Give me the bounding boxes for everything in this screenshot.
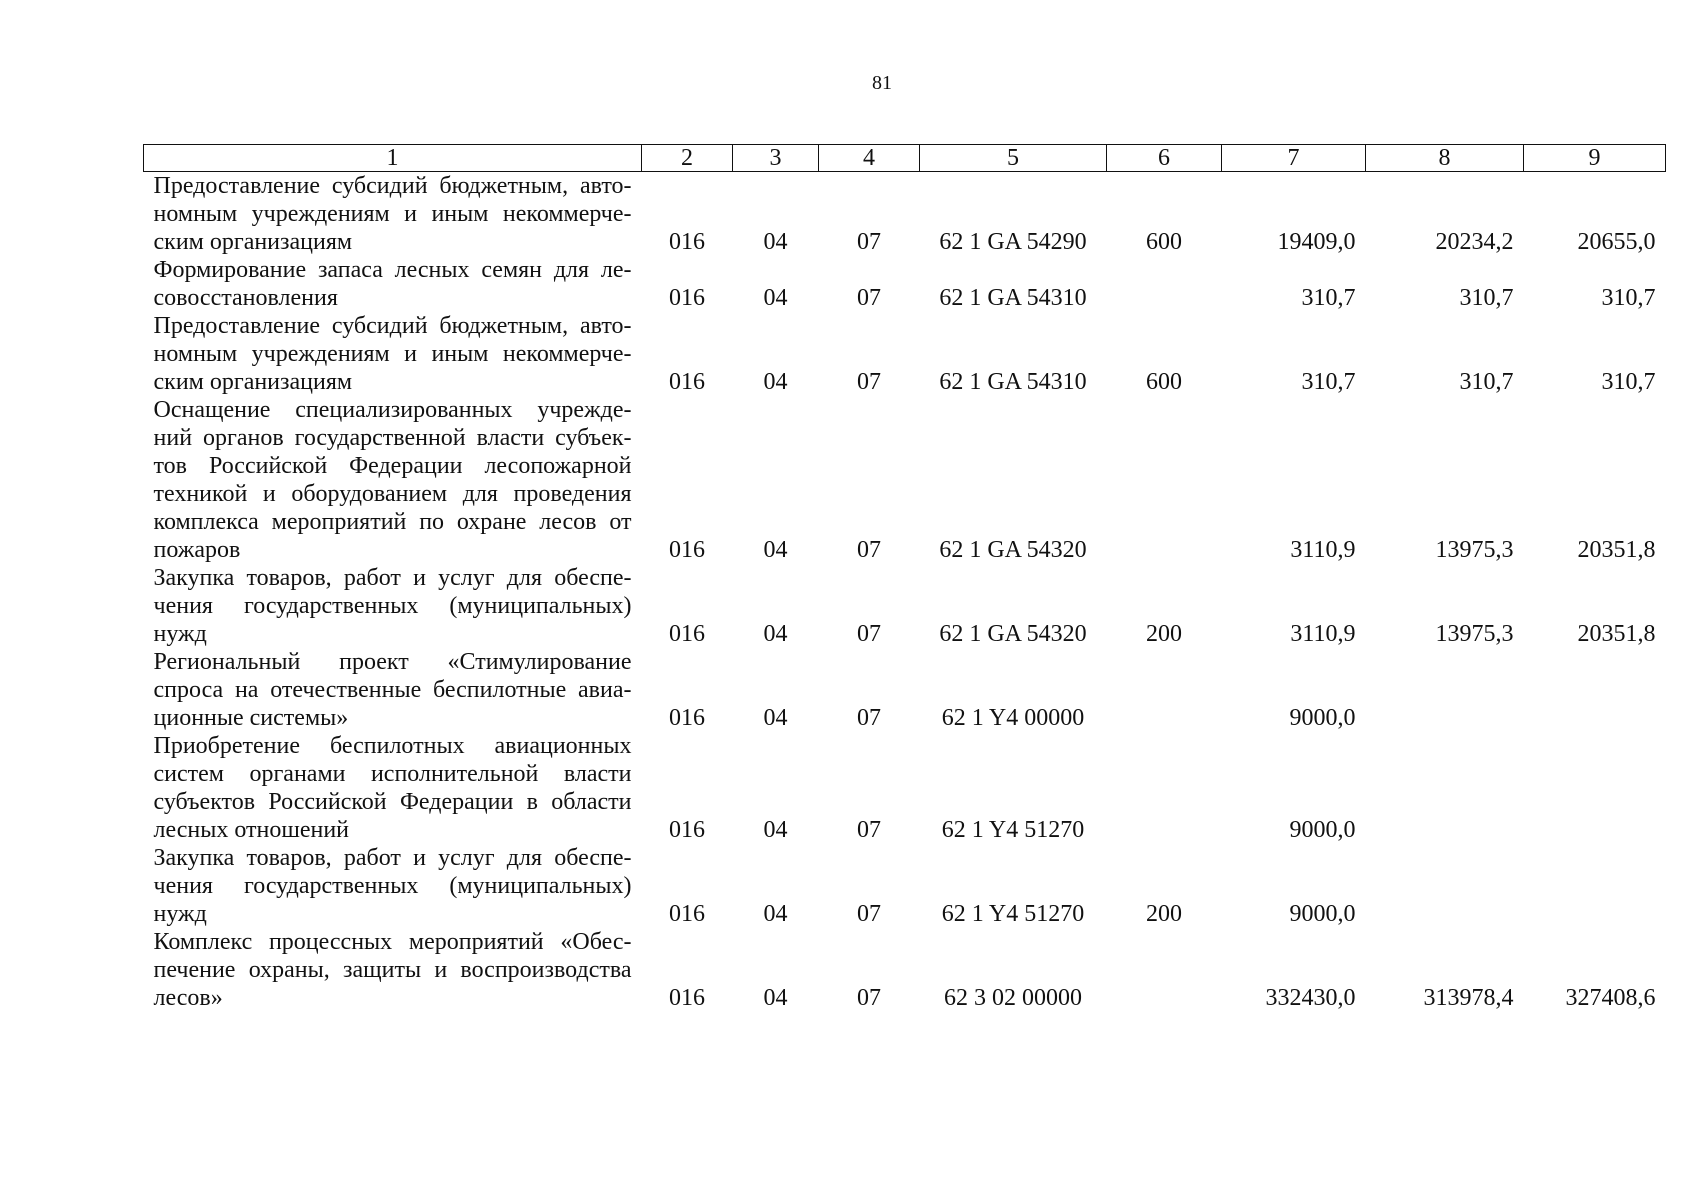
- amount-year-1: 9000,0: [1289, 817, 1356, 843]
- budget-table: [143, 144, 1666, 1012]
- ministry-code: 016: [669, 901, 705, 927]
- subsection-code: 07: [857, 229, 881, 255]
- section-code: 04: [763, 537, 788, 563]
- expense-type: 200: [1146, 621, 1182, 647]
- ministry-code: 016: [669, 369, 705, 395]
- section-code: 04: [763, 901, 788, 927]
- section-code: 04: [763, 705, 788, 731]
- page-number: 81: [872, 72, 892, 94]
- item-name: Комплекс процессных мероприятий «Обес-печение охраны, защиты и воспроизводства лесов»: [153, 929, 632, 1011]
- subsection-code: 07: [857, 621, 881, 647]
- item-name: Закупка товаров, работ и услуг для обеспе-чения государственных (муниципальных) нужд: [153, 845, 632, 927]
- expense-type: [1107, 648, 1222, 732]
- table-row: [144, 396, 1666, 564]
- table-row: [144, 172, 1666, 257]
- amount-year-3: 20351,8: [1577, 621, 1656, 647]
- column-header: 9: [1524, 145, 1666, 172]
- subsection-code: 07: [857, 901, 881, 927]
- column-header: 1: [144, 145, 642, 172]
- target-code: 62 1 Y4 51270: [941, 901, 1085, 927]
- amount-year-3: 310,7: [1601, 285, 1656, 311]
- section-code: 04: [763, 285, 788, 311]
- amount-year-3: [1524, 648, 1666, 732]
- target-code: 62 1 GA 54310: [939, 285, 1087, 311]
- section-code: 04: [763, 985, 788, 1011]
- table-row: [144, 648, 1666, 732]
- section-code: 04: [763, 369, 788, 395]
- target-code: 62 1 GA 54320: [939, 537, 1087, 563]
- column-header: 4: [819, 145, 920, 172]
- amount-year-2: 310,7: [1459, 369, 1514, 395]
- amount-year-2: 20234,2: [1435, 229, 1514, 255]
- amount-year-2: 310,7: [1459, 285, 1514, 311]
- amount-year-1: 9000,0: [1289, 705, 1356, 731]
- ministry-code: 016: [669, 285, 705, 311]
- expense-type: 600: [1146, 229, 1182, 255]
- section-code: 04: [763, 817, 788, 843]
- expense-type: 200: [1146, 901, 1182, 927]
- amount-year-1: 3110,9: [1290, 537, 1356, 563]
- section-code: 04: [763, 229, 788, 255]
- ministry-code: 016: [669, 537, 705, 563]
- item-name: Предоставление субсидий бюджетным, авто-номным учреждениям и иным некоммерче-ским организациям: [153, 313, 632, 395]
- table-row: [144, 312, 1666, 396]
- amount-year-1: 9000,0: [1289, 901, 1356, 927]
- subsection-code: 07: [857, 705, 881, 731]
- amount-year-1: 3110,9: [1290, 621, 1356, 647]
- amount-year-2: [1366, 732, 1524, 844]
- table-row: [144, 732, 1666, 844]
- amount-year-2: 313978,4: [1423, 985, 1514, 1011]
- amount-year-1: 310,7: [1301, 369, 1356, 395]
- column-header: 7: [1222, 145, 1366, 172]
- amount-year-1: 310,7: [1301, 285, 1356, 311]
- amount-year-2: [1366, 648, 1524, 732]
- item-name: Предоставление субсидий бюджетным, авто-номным учреждениям и иным некоммерче-ским организациям: [153, 173, 632, 255]
- amount-year-3: [1524, 844, 1666, 928]
- amount-year-3: 327408,6: [1565, 985, 1656, 1011]
- column-header: 6: [1107, 145, 1222, 172]
- column-header: 5: [920, 145, 1107, 172]
- target-code: 62 3 02 00000: [944, 985, 1082, 1011]
- column-header: 8: [1366, 145, 1524, 172]
- target-code: 62 1 GA 54290: [939, 229, 1087, 255]
- expense-type: [1107, 256, 1222, 312]
- table-row: [144, 928, 1666, 1012]
- amount-year-3: 310,7: [1601, 369, 1656, 395]
- amount-year-3: 20351,8: [1577, 537, 1656, 563]
- amount-year-1: 19409,0: [1277, 229, 1356, 255]
- item-name: Приобретение беспилотных авиационных систем органами исполнительной власти субъектов Российской Федерации в области лесных отношений: [153, 733, 632, 843]
- subsection-code: 07: [857, 537, 881, 563]
- item-name: Закупка товаров, работ и услуг для обеспе-чения государственных (муниципальных) нужд: [153, 565, 632, 647]
- target-code: 62 1 GA 54310: [939, 369, 1087, 395]
- table-row: [144, 564, 1666, 648]
- header-row: [144, 145, 1666, 172]
- ministry-code: 016: [669, 985, 705, 1011]
- ministry-code: 016: [669, 705, 705, 731]
- table-row: [144, 844, 1666, 928]
- subsection-code: 07: [857, 985, 881, 1011]
- ministry-code: 016: [669, 621, 705, 647]
- subsection-code: 07: [857, 285, 881, 311]
- column-header: 3: [733, 145, 819, 172]
- table-row: [144, 256, 1666, 312]
- amount-year-2: 13975,3: [1435, 537, 1514, 563]
- expense-type: [1107, 732, 1222, 844]
- section-code: 04: [763, 621, 788, 647]
- amount-year-3: 20655,0: [1577, 229, 1656, 255]
- target-code: 62 1 Y4 51270: [941, 817, 1085, 843]
- amount-year-2: 13975,3: [1435, 621, 1514, 647]
- target-code: 62 1 GA 54320: [939, 621, 1087, 647]
- amount-year-3: [1524, 732, 1666, 844]
- subsection-code: 07: [857, 369, 881, 395]
- expense-type: [1107, 928, 1222, 1012]
- amount-year-1: 332430,0: [1265, 985, 1356, 1011]
- target-code: 62 1 Y4 00000: [941, 705, 1085, 731]
- item-name: Оснащение специализированных учрежде-ний органов государственной власти субъек-тов Российской Федерации лесопожарной техникой и оборудованием для проведения комплекса мероприятий по охране лесов от пожаров: [153, 397, 632, 563]
- expense-type: 600: [1146, 369, 1182, 395]
- expense-type: [1107, 396, 1222, 564]
- subsection-code: 07: [857, 817, 881, 843]
- item-name: Региональный проект «Стимулирование спроса на отечественные беспилотные авиа-ционные системы»: [153, 649, 632, 731]
- ministry-code: 016: [669, 817, 705, 843]
- item-name: Формирование запаса лесных семян для ле-совосстановления: [153, 257, 632, 311]
- amount-year-2: [1366, 844, 1524, 928]
- ministry-code: 016: [669, 229, 705, 255]
- column-header: 2: [642, 145, 733, 172]
